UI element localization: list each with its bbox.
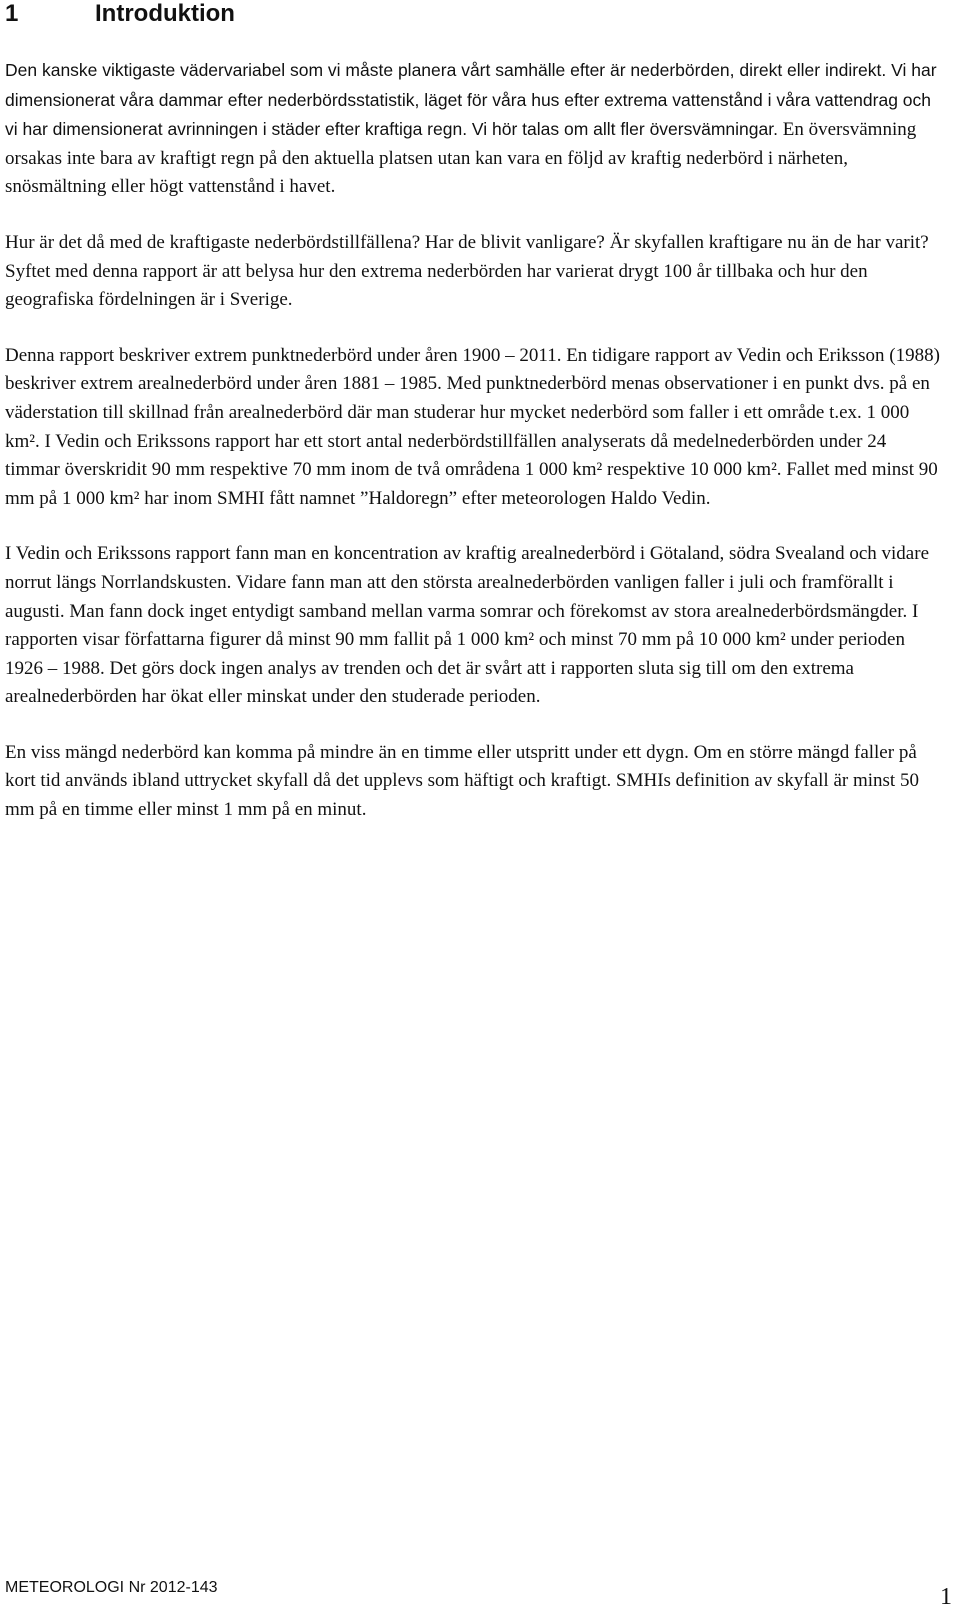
paragraph-text: En översvämning orsakas inte bara av kraftigt regn på den aktuella platsen utan kan vara en följd av kraftig nederbörd i närheten, snösmältning eller högt vattenstånd i havet. bbox=[5, 119, 917, 198]
paragraph-text: I Vedin och Erikssons rapport fann man en koncentration av kraftig arealnederbörd i Götaland, södra Svealand och vidare norrut längs Norrlandskusten. Vidare fann man att den största arealnederbörden vanligen faller i juli och framförallt i augusti. Man fann dock inget entydigt samband mellan varma somrar och förekomst av stora arealnederbördsmängder. I rapporten visar författarna figurer då minst 90 mm fallit på 1 000 km² och minst 70 mm på 10 000 km² under perioden 1926 – 1988. Det görs dock ingen analys av trenden och det är svårt att i rapporten sluta sig till om den extrema arealnederbörden har ökat eller minskat under den studerade perioden. bbox=[5, 543, 930, 708]
paragraph-report-scope bbox=[5, 342, 945, 514]
paragraph-vedin-findings bbox=[5, 540, 945, 712]
paragraph-questions bbox=[5, 229, 945, 315]
paragraph-lead: Den kanske viktigaste vädervariabel som vi måste planera vårt samhälle efter är nederbörden, direkt eller indirekt. Vi har dimensionerat våra dammar efter nederbördsstatistik, läget för våra hus efter extrema vattenstånd i våra vattendrag och vi har dimensionerat avrinningen i städer efter kraftiga regn. Vi hör talas om allt fler översvämningar. bbox=[5, 60, 937, 140]
paragraph-skyfall-definition bbox=[5, 739, 945, 825]
section-number: 1 bbox=[5, 0, 19, 27]
body-text bbox=[5, 56, 945, 852]
section-heading bbox=[5, 0, 235, 28]
paragraph-text: En viss mängd nederbörd kan komma på mindre än en timme eller utspritt under ett dygn. Om en större mängd faller på kort tid används ibland uttrycket skyfall då det upplevs som häftigt och kraftigt. SMHIs definition av skyfall är minst 50 mm på en timme eller minst 1 mm på en minut. bbox=[5, 741, 919, 821]
footer-page-number: 1 bbox=[940, 1584, 952, 1610]
footer-series: METEOROLOGI Nr 2012-143 bbox=[5, 1579, 218, 1596]
paragraph-text: Hur är det då med de kraftigaste nederbördstillfällena? Har de blivit vanligare? Är skyfallen kraftigare nu än de har varit? Syftet med denna rapport är att belysa hur den extrema nederbörden har varierat drygt 100 år tillbaka och hur den geografiska fördelningen är i Sverige. bbox=[5, 231, 929, 311]
paragraph-text: Denna rapport beskriver extrem punktnederbörd under åren 1900 – 2011. En tidigare rapport av Vedin och Eriksson (1988) beskriver extrem arealnederbörd under åren 1881 – 1985. Med punktnederbörd menas observationer i en punkt dvs. på en väderstation till skillnad från arealnederbörd där man studerar hur mycket nederbörd som faller i ett område t.ex. 1 000 km². I Vedin och Erikssons rapport har ett stort antal nederbördstillfällen analyserats då medelnederbörden under 24 timmar överskridit 90 mm respektive 70 mm inom de två områdena 1 000 km² respektive 10 000 km². Fallet med minst 90 mm på 1 000 km² har inom SMHI fått namnet ”Haldoregn” efter meteorologen Haldo Vedin. bbox=[5, 344, 940, 509]
paragraph-intro bbox=[5, 56, 945, 202]
section-title: Introduktion bbox=[95, 0, 235, 27]
